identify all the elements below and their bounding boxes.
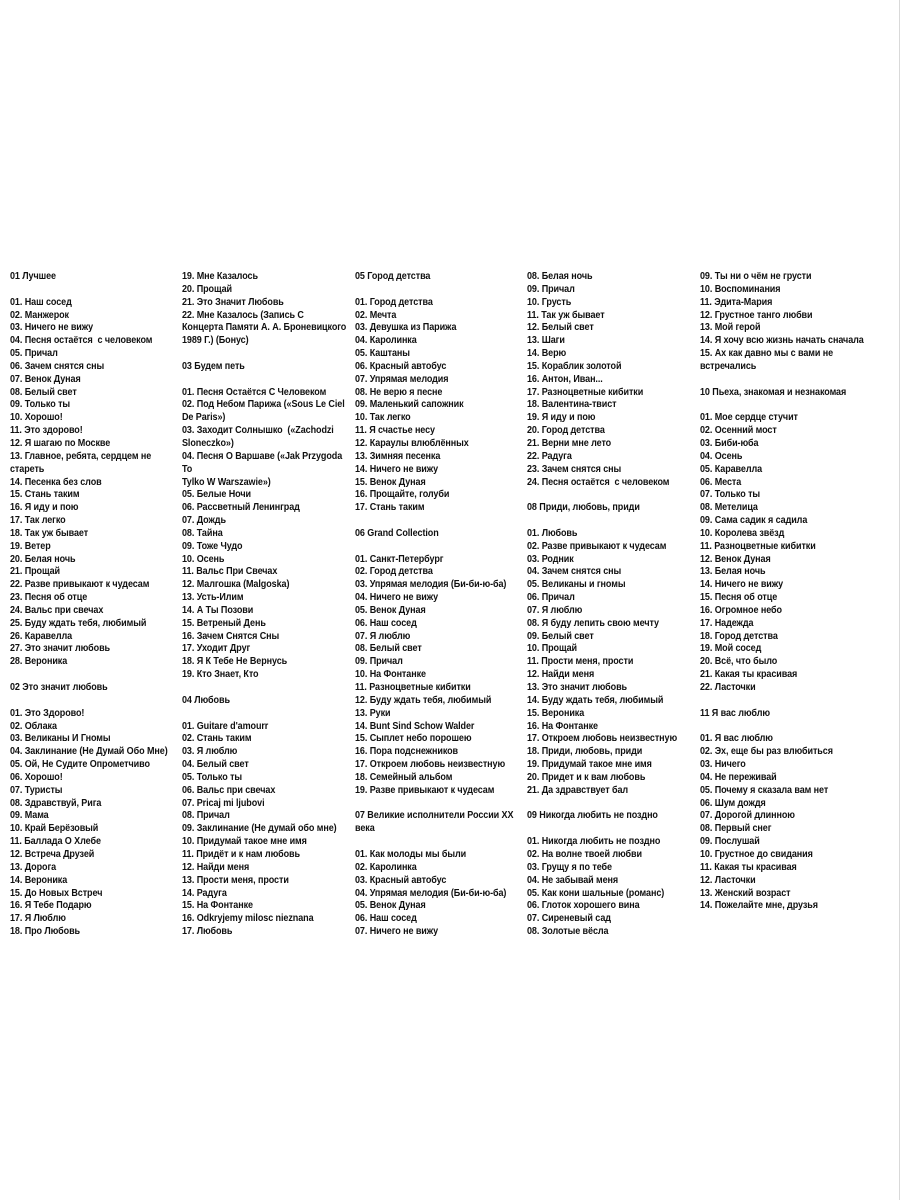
track-item: 12. Буду ждать тебя, любимый <box>354 693 492 706</box>
track-item: 11. Разноцветные кибитки <box>354 681 471 693</box>
track-item: 13. Усть-Илим <box>182 591 244 604</box>
track-item: 15. До Новых Встреч <box>10 886 103 899</box>
track-item: 04. Зачем снятся сны <box>527 565 622 578</box>
track-item: 04. Белый свет <box>182 758 250 771</box>
track-item: 19. Ветер <box>10 539 51 552</box>
track-item: 12. Ласточки <box>699 873 756 886</box>
track-item: 08. Метелица <box>699 501 758 514</box>
track-item: 18. Валентина-твист <box>527 398 617 411</box>
track-item: 08. Причал <box>182 809 231 822</box>
track-item: 10. Так легко <box>354 411 411 424</box>
track-item: 16. Огромное небо <box>699 603 782 616</box>
track-item: 01. Любовь <box>527 526 578 539</box>
track-item: 16. На Фонтанке <box>527 719 599 732</box>
track-item: 13. Дорога <box>10 860 57 873</box>
track-item: 10. Грустное до свидания <box>699 847 813 860</box>
track-item: 01. Я вас люблю <box>699 732 773 745</box>
track-item: 13. Женский возраст <box>699 886 791 899</box>
album-heading: 02 Это значит любовь <box>10 681 108 693</box>
track-item: 15. Стань таким <box>10 488 80 501</box>
track-item: 08. Первый снег <box>699 822 772 835</box>
track-item: 19. Мне Казалось <box>182 270 259 282</box>
track-item: 08. Белая ночь <box>527 270 593 282</box>
track-item: 12. Грустное танго любви <box>699 308 813 321</box>
track-item: 16. Зачем Снятся Сны <box>182 629 280 642</box>
track-item: 11. Разноцветные кибитки <box>699 539 816 552</box>
track-item: 02. Стань таким <box>182 732 252 745</box>
track-item: 07. Только ты <box>699 488 760 501</box>
album-heading: 10 Пьеха, знакомая и незнакомая <box>699 385 846 398</box>
track-item: 18. Так уж бывает <box>10 526 89 539</box>
track-item: 05. Белые Ночи <box>182 488 252 501</box>
section-spacer <box>355 514 523 527</box>
track-item: 10. Осень <box>182 552 225 565</box>
track-item: 05. Каравелла <box>699 462 762 475</box>
album-heading: 01 Лучшее <box>10 270 56 282</box>
track-item: 05. Только ты <box>182 770 243 783</box>
track-item: 13. Главное, ребята, сердцем не стареть <box>10 449 152 475</box>
track-item: 11. Прости меня, прости <box>527 655 634 668</box>
track-item: 19. Кто Знает, Кто <box>182 668 259 681</box>
track-item: 01. Город детства <box>354 295 433 308</box>
track-item: 19. Мой сосед <box>699 642 761 655</box>
track-item: 17. Уходит Друг <box>182 642 251 655</box>
track-item: 12. Я шагаю по Москве <box>10 436 111 449</box>
track-item: 01. Guitare d'amourr <box>182 719 269 732</box>
track-item: 07. Венок Дуная <box>10 372 81 385</box>
track-item: 17. Стань таким <box>354 501 425 514</box>
track-item: 06. Вальс при свечах <box>182 783 276 796</box>
track-item: 07. Упрямая мелодия <box>354 372 449 385</box>
tracklist-column-1 <box>10 270 178 938</box>
tracklist-column-5 <box>700 270 868 938</box>
track-item: 18. Про Любовь <box>10 925 81 938</box>
track-item: 19. Я иду и пою <box>527 411 596 424</box>
track-item: 25. Буду ждать тебя, любимый <box>10 616 147 629</box>
track-item: 15. Кораблик золотой <box>527 359 622 372</box>
track-item: 15. На Фонтанке <box>182 899 254 912</box>
track-item: 19. Придумай такое мне имя <box>527 758 653 771</box>
track-item: 02. Разве привыкают к чудесам <box>527 539 667 552</box>
track-item: 02. Манжерок <box>10 308 70 321</box>
track-item: 05. Ой, Не Судите Опрометчиво <box>10 758 150 771</box>
track-item: 02. Мечта <box>354 308 397 321</box>
track-item: 14. Bunt Sind Schow Walder <box>354 719 475 732</box>
track-item: 26. Каравелла <box>10 629 73 642</box>
track-item: 03. Ничего не вижу <box>10 321 94 334</box>
track-item: 13. Белая ночь <box>699 565 766 578</box>
track-item: 03. Великаны И Гномы <box>10 732 111 745</box>
track-item: 03. Я люблю <box>182 745 238 758</box>
section-spacer <box>182 347 350 360</box>
track-item: 10. Воспоминания <box>699 282 781 295</box>
track-item: 11. Я счастье несу <box>354 424 435 437</box>
track-item: 09. Причал <box>354 655 403 668</box>
track-item: 06. Красный автобус <box>354 359 447 372</box>
track-item: 14. Буду ждать тебя, любимый <box>527 693 664 706</box>
track-item: 08. Белый свет <box>354 642 422 655</box>
track-item: 05. Великаны и гномы <box>527 578 626 591</box>
track-item: 08. Тайна <box>182 526 224 539</box>
track-item: 06. Места <box>699 475 741 488</box>
track-item: 07. Pricaj mi ljubovi <box>182 796 265 809</box>
album-heading: 08 Приди, любовь, приди <box>527 501 640 514</box>
track-item: 07. Я люблю <box>354 629 411 642</box>
track-item: 15. Ах как давно мы с вами не встречались <box>699 347 833 372</box>
track-item: 01. Как молоды мы были <box>354 847 466 860</box>
tracklist <box>10 270 895 938</box>
track-item: 07. Сиреневый сад <box>527 912 612 925</box>
track-item: 16. Антон, Иван... <box>527 372 603 385</box>
track-item: 21. Прощай <box>10 565 61 578</box>
track-item: 03. Девушка из Парижа <box>354 321 457 334</box>
track-item: 04. Песня О Варшаве («Jak Przygoda To Tylko W Warszawie») <box>182 449 343 488</box>
track-item: 27. Это значит любовь <box>10 642 111 655</box>
track-item: 05. Венок Дуная <box>354 899 426 912</box>
tracklist-column-3 <box>355 270 523 938</box>
track-item: 20. Всё, что было <box>699 655 777 668</box>
section-spacer <box>182 681 350 694</box>
track-item: 07. Я люблю <box>527 603 583 616</box>
section-spacer <box>10 668 178 681</box>
track-item: 10. Придумай такое мне имя <box>182 835 308 848</box>
track-item: 02. На волне твоей любви <box>527 847 643 860</box>
track-item: 10. Прощай <box>527 642 578 655</box>
track-item: 07. Ничего не вижу <box>354 925 438 938</box>
album-heading: 07 Великие исполнители России XX века <box>354 809 514 835</box>
tracklist-column-4 <box>527 270 695 938</box>
track-item: 19. Разве привыкают к чудесам <box>354 783 495 796</box>
track-item: 09. Заклинание (Не думай обо мне) <box>182 822 337 835</box>
track-item: 12. Малгошка (Malgoska) <box>182 578 290 591</box>
section-spacer <box>527 488 695 501</box>
track-item: 06. Наш сосед <box>354 912 417 925</box>
track-item: 15. Венок Дуная <box>354 475 426 488</box>
track-item: 21. Верни мне лето <box>527 436 612 449</box>
track-item: 18. Приди, любовь, приди <box>527 745 643 758</box>
track-item: 23. Зачем снятся сны <box>527 462 622 475</box>
track-item: 13. Руки <box>354 706 391 719</box>
track-item: 10. Грусть <box>527 295 572 308</box>
track-item: 02. Под Небом Парижа («Sous Le Ciel De Paris») <box>182 398 346 424</box>
section-spacer <box>700 694 868 707</box>
track-item: 09. Белый свет <box>527 629 594 642</box>
track-item: 03. Ничего <box>699 758 746 771</box>
track-item: 13. Мой герой <box>699 321 761 334</box>
track-item: 13. Это значит любовь <box>527 681 628 693</box>
track-item: 02. Эх, еще бы раз влюбиться <box>699 745 833 758</box>
track-item: 14. Радуга <box>182 886 228 899</box>
track-item: 02. Облака <box>10 719 57 732</box>
track-item: 14. Ничего не вижу <box>354 462 438 475</box>
section-spacer <box>527 797 695 810</box>
track-item: 01. Санкт-Петербург <box>354 552 444 565</box>
track-item: 04. Заклинание (Не Думай Обо Мне) <box>10 745 168 758</box>
track-item: 20. Прощай <box>182 282 233 295</box>
track-item: 09. Маленький сапожник <box>354 398 464 411</box>
track-item: 05. Причал <box>10 347 58 360</box>
track-item: 07. Дорогой длинною <box>699 809 795 822</box>
track-item: 14. Я хочу всю жизнь начать сначала <box>699 334 864 347</box>
track-item: 07. Туристы <box>10 783 63 796</box>
album-heading: 06 Grand Collection <box>354 526 439 539</box>
track-item: 10. На Фонтанке <box>354 668 426 681</box>
track-item: 11. Вальс При Свечах <box>182 565 278 578</box>
track-item: 04. Песня остаётся с человеком <box>10 334 153 347</box>
track-item: 28. Вероника <box>10 655 68 668</box>
section-spacer <box>355 797 523 810</box>
track-item: 01. Никогда любить не поздно <box>527 835 661 848</box>
track-item: 11. Так уж бывает <box>527 308 605 321</box>
track-item: 21. Да здравствует бал <box>527 783 629 796</box>
track-item: 16. Пора подснежников <box>354 745 458 758</box>
track-item: 06. Шум дождя <box>699 796 766 809</box>
album-heading: 03 Будем петь <box>182 359 246 372</box>
track-item: 09. Сама садик я садила <box>699 514 807 527</box>
track-item: 04. Каролинка <box>354 334 417 347</box>
track-item: 06. Наш сосед <box>354 616 417 629</box>
track-item: 05. Каштаны <box>354 347 410 360</box>
track-item: 13. Зимняя песенка <box>354 449 441 462</box>
track-item: 12. Найди меня <box>527 668 595 681</box>
track-item: 15. Песня об отце <box>699 591 777 604</box>
album-heading: 11 Я вас люблю <box>699 706 770 719</box>
tracklist-column-2 <box>182 270 350 938</box>
track-item: 20. Белая ночь <box>10 552 76 565</box>
track-item: 22. Ласточки <box>699 681 756 693</box>
track-item: 01. Песня Остаётся С Человеком <box>182 385 327 398</box>
track-item: 17. Разноцветные кибитки <box>527 385 644 398</box>
track-item: 16. Odkryjemy milosc nieznana <box>182 912 314 925</box>
track-item: 16. Прощайте, голуби <box>354 488 450 501</box>
track-item: 01. Это Здорово! <box>10 706 85 719</box>
track-item: 10. Край Берёзовый <box>10 822 99 835</box>
track-item: 01. Мое сердце стучит <box>699 411 798 424</box>
track-item: 12. Найди меня <box>182 860 250 873</box>
track-item: 07. Дождь <box>182 514 227 527</box>
track-item: 18. Семейный альбом <box>354 770 453 783</box>
track-item: 09. Послушай <box>699 835 760 848</box>
track-item: 14. Песенка без слов <box>10 475 102 488</box>
track-item: 17. Я Люблю <box>10 912 66 925</box>
track-item: 17. Надежда <box>699 616 754 629</box>
track-item: 17. Так легко <box>10 514 66 527</box>
track-item: 08. Не верю я песне <box>354 385 443 398</box>
track-item: 18. Город детства <box>699 629 778 642</box>
track-item: 02. Каролинка <box>354 860 417 873</box>
track-item: 06. Рассветный Ленинград <box>182 501 301 514</box>
track-item: 04. Ничего не вижу <box>354 591 438 604</box>
track-item: 08. Я буду лепить свою мечту <box>527 616 660 629</box>
track-item: 21. Какая ты красивая <box>699 668 797 681</box>
album-heading: 04 Любовь <box>182 693 231 706</box>
track-item: 09. Причал <box>527 282 575 295</box>
track-item: 23. Песня об отце <box>10 591 88 604</box>
track-item: 06. Зачем снятся сны <box>10 359 105 372</box>
track-item: 14. Вероника <box>10 873 68 886</box>
track-item: 12. Белый свет <box>527 321 594 334</box>
track-item: 09. Тоже Чудо <box>182 539 243 552</box>
track-item: 05. Как кони шальные (романс) <box>527 886 665 899</box>
track-item: 03. Биби-юба <box>699 436 759 449</box>
track-item: 18. Я К Тебе Не Вернусь <box>182 655 288 668</box>
track-item: 22. Радуга <box>527 449 573 462</box>
track-item: 15. Сыплет небо порошею <box>354 732 472 745</box>
track-item: 14. А Ты Позови <box>182 603 254 616</box>
album-heading: 05 Город детства <box>354 270 431 282</box>
track-item: 11. Эдита-Мария <box>699 295 772 308</box>
track-item: 02. Город детства <box>354 565 433 578</box>
track-item: 17. Откроем любовь неизвестную <box>527 732 678 745</box>
track-item: 13. Прости меня, прости <box>182 873 290 886</box>
track-item: 14. Пожелайте мне, друзья <box>699 899 818 912</box>
track-item: 11. Баллада О Хлебе <box>10 835 101 848</box>
track-item: 03. Родник <box>527 552 574 565</box>
track-item: 10. Хорошо! <box>10 411 63 424</box>
track-item: 11. Какая ты красивая <box>699 860 797 873</box>
track-item: 09. Мама <box>10 809 49 822</box>
track-item: 04. Не забывай меня <box>527 873 619 886</box>
track-item: 03. Заходит Солнышко («Zachodzi Sloneczko») <box>182 424 335 449</box>
track-item: 24. Вальс при свечах <box>10 603 104 616</box>
track-item: 17. Откроем любовь неизвестную <box>354 758 505 771</box>
track-item: 09. Только ты <box>10 398 71 411</box>
track-item: 03. Красный автобус <box>354 873 447 886</box>
track-item: 17. Любовь <box>182 925 233 938</box>
track-item: 02. Осенний мост <box>699 424 777 437</box>
track-item: 11. Это здорово! <box>10 424 83 437</box>
track-item: 04. Осень <box>699 449 742 462</box>
track-item: 08. Здравствуй, Рига <box>10 796 102 809</box>
track-item: 10. Королева звёзд <box>699 526 784 539</box>
section-spacer <box>700 373 868 386</box>
track-item: 16. Я Тебе Подарю <box>10 899 92 912</box>
track-item: 06. Глоток хорошего вина <box>527 899 640 912</box>
track-item: 13. Шаги <box>527 334 566 347</box>
track-item: 03. Упрямая мелодия (Би-би-ю-ба) <box>354 578 507 591</box>
track-item: 12. Встреча Друзей <box>10 847 95 860</box>
track-item: 04. Упрямая мелодия (Би-би-ю-ба) <box>354 886 507 899</box>
track-item: 05. Венок Дуная <box>354 603 426 616</box>
track-item: 22. Мне Казалось (Запись С Концерта Памяти А. А. Броневицкого 1989 Г.) (Бонус) <box>182 308 347 347</box>
track-item: 01. Наш сосед <box>10 295 72 308</box>
track-item: 06. Причал <box>527 591 575 604</box>
track-item: 03. Грущу я по тебе <box>527 860 613 873</box>
track-item: 08. Золотые вёсла <box>527 925 609 938</box>
track-item: 20. Город детства <box>527 424 605 437</box>
track-item: 22. Разве привыкают к чудесам <box>10 578 150 591</box>
track-item: 16. Я иду и пою <box>10 501 79 514</box>
track-item: 08. Белый свет <box>10 385 77 398</box>
track-item: 11. Придёт и к нам любовь <box>182 847 301 860</box>
track-item: 09. Ты ни о чём не грусти <box>699 270 812 282</box>
track-item: 12. Венок Дуная <box>699 552 771 565</box>
track-item: 15. Ветреный День <box>182 616 267 629</box>
track-item: 12. Караулы влюблённых <box>354 436 469 449</box>
track-item: 06. Хорошо! <box>10 770 63 783</box>
track-item: 20. Придет и к вам любовь <box>527 770 646 783</box>
track-item: 14. Верю <box>527 347 567 360</box>
track-item: 21. Это Значит Любовь <box>182 295 285 308</box>
track-item: 15. Вероника <box>527 706 585 719</box>
track-item: 05. Почему я сказала вам нет <box>699 783 828 796</box>
track-item: 24. Песня остаётся с человеком <box>527 475 670 488</box>
track-item: 04. Не переживай <box>699 770 777 783</box>
album-heading: 09 Никогда любить не поздно <box>527 809 659 822</box>
track-item: 14. Ничего не вижу <box>699 578 783 591</box>
